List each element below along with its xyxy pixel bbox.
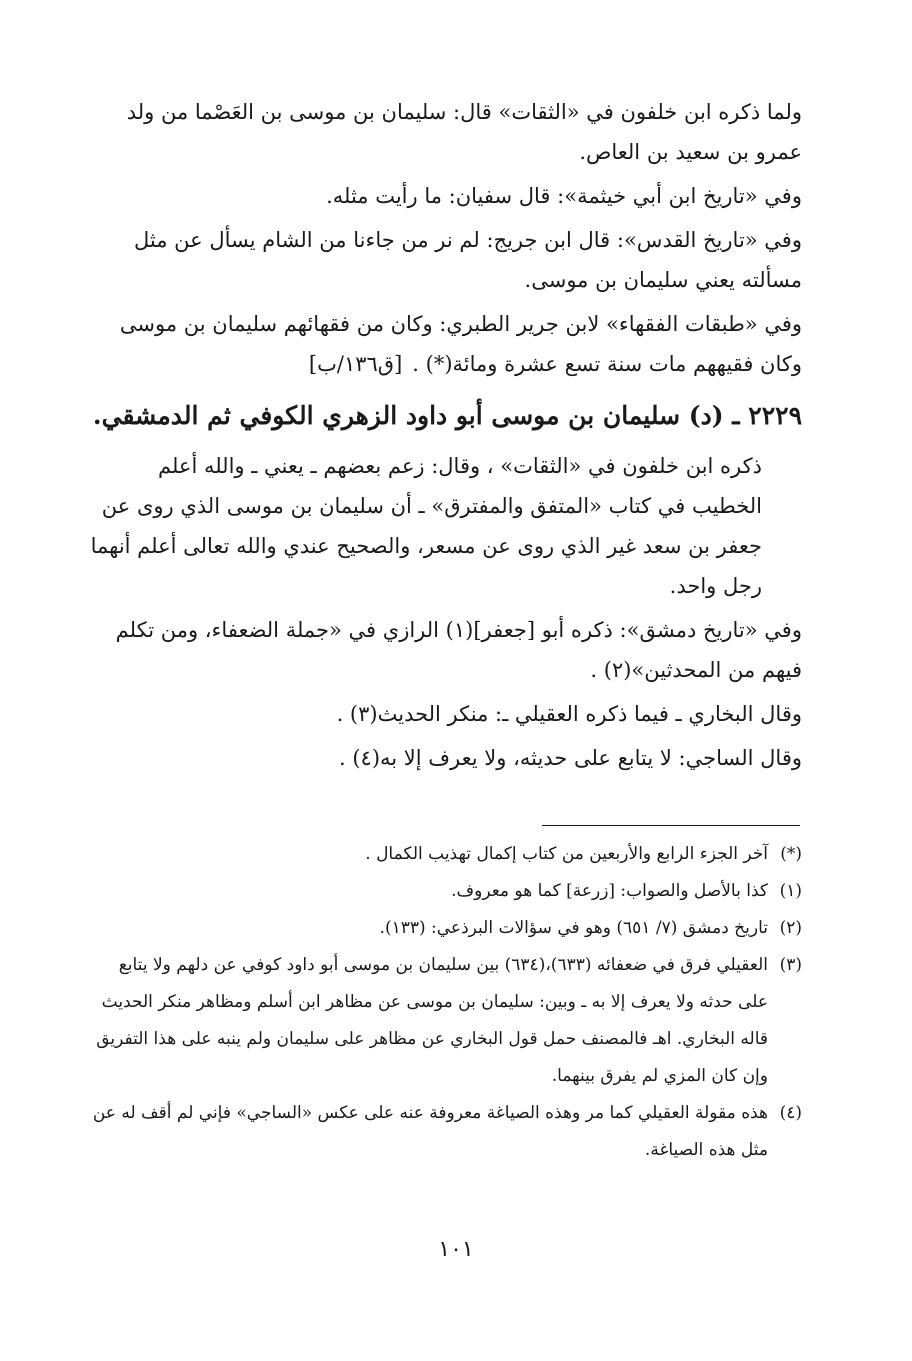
footnote-mark: (٢)	[779, 918, 802, 938]
footnote-text: العقيلي فرق في ضعفائه (٦٣٣)،(٦٣٤) بين سليمان بن موسى أبو داود كوفي عن دلهم ولا يتابع على حدثه ولا يعرف إلا به ـ وبين: سليمان بن موسى عن مظاهر ابن أسلم ومظاهر منكر الحديث قاله البخاري. اهـ فالمصنف حمل قول البخاري عن مظاهر على سليمان ولم ينبه على هذا التفريق وإن كان المزي لم يفرق بينهما.	[96, 955, 768, 1086]
page-number: ١٠١	[438, 1237, 474, 1262]
footnote	[90, 947, 802, 1095]
paragraph-text: وفي «طبقات الفقهاء» لابن جرير الطبري: وكان من فقهائهم سليمان بن موسى وكان فقيههم مات سنة تسع عشرة ومائة(*) .	[119, 312, 802, 376]
footnote-mark: (١)	[779, 881, 802, 901]
paragraph: ولما ذكره ابن خلفون في «الثقات» قال: سليمان بن موسى بن العَصْما من ولد عمرو بن سعيد بن العاص.	[126, 100, 802, 164]
footnotes	[90, 836, 802, 1169]
footnote	[90, 873, 802, 910]
paragraph	[90, 304, 802, 384]
paragraph: وقال الساجي: لا يتابع على حديثه، ولا يعرف إلا به(٤) .	[338, 746, 802, 770]
manuscript-ref: [ق١٣٦/ب]	[308, 352, 403, 376]
footnote-text: كذا بالأصل والصواب: [زرعة] كما هو معروف.	[451, 881, 768, 901]
footnote	[90, 910, 802, 947]
footnote-separator	[542, 825, 800, 826]
footnote-mark: (٣)	[779, 955, 802, 975]
footnote-text: تاريخ دمشق (٧/ ٦٥١) وهو في سؤالات البرذعي: (١٣٣).	[379, 918, 768, 938]
footnote-text: هذه مقولة العقيلي كما مر وهذه الصياغة معروفة عنه على عكس «الساجي» فإني لم أقف له عن مثل هذه الصياغة.	[92, 1103, 768, 1160]
footnote	[90, 836, 802, 873]
footnote	[90, 1095, 802, 1169]
footnote-mark: (٤)	[779, 1103, 802, 1123]
paragraph: وفي «تاريخ ابن أبي خيثمة»: قال سفيان: ما رأيت مثله.	[326, 184, 802, 208]
footnote-text: آخر الجزء الرابع والأربعين من كتاب إكمال تهذيب الكمال .	[365, 844, 768, 864]
paragraph: وفي «تاريخ دمشق»: ذكره أبو [جعفر](١) الرازي في «جملة الضعفاء، ومن تكلم فيهم من المحدثين»(٢) .	[115, 618, 802, 682]
paragraph: وفي «تاريخ القدس»: قال ابن جريج: لم نر من جاءنا من الشام يسأل عن مثل مسألته يعني سليمان بن موسى.	[134, 228, 802, 292]
paragraph: وقال البخاري ـ فيما ذكره العقيلي ـ: منكر الحديث(٣) .	[336, 702, 802, 726]
paragraph: ذكره ابن خلفون في «الثقات» ، وقال: زعم بعضهم ـ يعني ـ والله أعلم الخطيب في كتاب «المتفق والمفترق» ـ أن سليمان بن موسى الذي روى عن جعفر بن سعد غير الذي روى عن مسعر، والصحيح عندي والله تعالى أعلم أنهما رجل واحد.	[90, 454, 762, 598]
footnote-mark: (*)	[780, 844, 802, 864]
entry-heading: ٢٢٢٩ ـ (د) سليمان بن موسى أبو داود الزهري الكوفي ثم الدمشقي.	[92, 401, 802, 430]
main-text	[90, 92, 802, 782]
